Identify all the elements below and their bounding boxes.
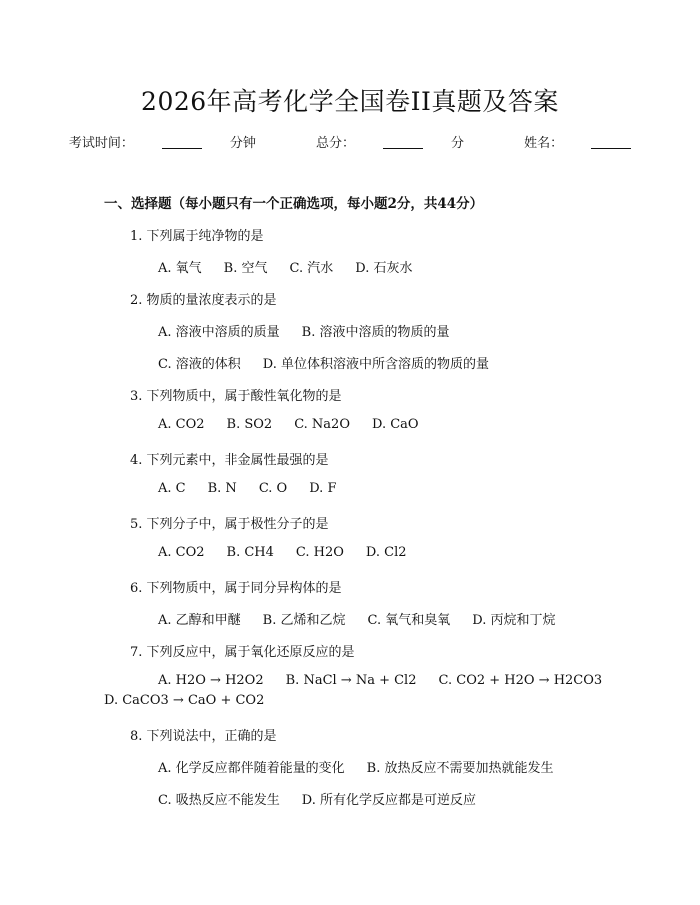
option[interactable]: A. 溶液中溶质的质量	[158, 325, 280, 340]
option[interactable]: B. SO2	[226, 417, 273, 432]
question-2-stem: 2. 物质的量浓度表示的是	[130, 293, 277, 308]
option[interactable]: A. 乙醇和甲醚	[158, 613, 241, 628]
option[interactable]: C. 汽水	[289, 261, 334, 276]
question-4-stem: 4. 下列元素中，非金属性最强的是	[130, 453, 329, 468]
option[interactable]: A. C	[158, 481, 186, 496]
question-2-options-row1	[158, 321, 471, 340]
option[interactable]: C. Na2O	[294, 417, 350, 432]
question-5-options	[158, 545, 429, 560]
question-8-stem: 8. 下列说法中，正确的是	[130, 729, 277, 744]
name-label: 姓名：	[524, 136, 564, 151]
question-3-stem: 3. 下列物质中，属于酸性氧化物的是	[130, 389, 342, 404]
score-blank[interactable]	[383, 136, 423, 149]
option[interactable]: A. CO2	[158, 545, 205, 560]
page-title: 2026年高考化学全国卷II真题及答案	[141, 87, 559, 116]
question-1-stem: 1. 下列属于纯净物的是	[130, 229, 264, 244]
student-name	[510, 132, 645, 151]
option[interactable]: C. 溶液的体积	[158, 357, 241, 372]
question-1-options	[158, 257, 434, 276]
option[interactable]: C. 氧气和臭氧	[367, 613, 451, 628]
option[interactable]: A. 氧气	[158, 261, 202, 276]
exam-time	[55, 132, 270, 151]
question-3-options	[158, 417, 441, 432]
question-4-options	[158, 481, 358, 496]
option[interactable]: B. 空气	[223, 261, 268, 276]
option[interactable]: D. CaO	[372, 417, 419, 432]
option[interactable]: B. 乙烯和乙烷	[262, 613, 346, 628]
question-6-stem: 6. 下列物质中，属于同分异构体的是	[130, 581, 342, 596]
option[interactable]: C. H2O	[295, 545, 344, 560]
option[interactable]: B. NaCl → Na + Cl2	[285, 673, 417, 688]
name-blank[interactable]	[591, 136, 631, 149]
option[interactable]: D. Cl2	[365, 545, 407, 560]
exam-meta-line	[0, 132, 700, 151]
time-label: 考试时间：	[68, 136, 134, 151]
option[interactable]: A. H2O → H2O2	[158, 673, 264, 688]
option[interactable]: D. 所有化学反应都是可逆反应	[301, 793, 476, 808]
option[interactable]: C. CO2 + H2O → H2CO3	[438, 673, 603, 688]
total-score	[302, 132, 478, 151]
option[interactable]: B. N	[207, 481, 237, 496]
option[interactable]: D. CaCO3 → CaO + CO2	[104, 693, 265, 708]
section-title: 一、选择题（每小题只有一个正确选项，每小题2分，共44分）	[104, 196, 484, 212]
option[interactable]: D. F	[309, 481, 337, 496]
question-8-options-row1	[158, 757, 575, 776]
option[interactable]: D. 丙烷和丁烷	[472, 613, 556, 628]
time-unit: 分钟	[229, 136, 256, 151]
question-6-options	[158, 609, 577, 628]
score-label: 总分：	[315, 136, 355, 151]
option[interactable]: A. CO2	[158, 417, 205, 432]
option[interactable]: C. O	[258, 481, 288, 496]
question-2-options-row2	[158, 353, 511, 372]
option[interactable]: B. CH4	[226, 545, 274, 560]
option[interactable]: D. 单位体积溶液中所含溶质的物质的量	[262, 357, 489, 372]
score-unit: 分	[451, 136, 465, 151]
question-7-stem: 7. 下列反应中，属于氧化还原反应的是	[130, 645, 355, 660]
option[interactable]: B. 放热反应不需要加热就能发生	[366, 761, 554, 776]
question-5-stem: 5. 下列分子中，属于极性分子的是	[130, 517, 329, 532]
time-blank[interactable]	[162, 136, 202, 149]
option[interactable]: B. 溶液中溶质的物质的量	[301, 325, 450, 340]
option[interactable]: C. 吸热反应不能发生	[158, 793, 280, 808]
option[interactable]: D. 石灰水	[355, 261, 413, 276]
question-8-options-row2	[158, 789, 498, 808]
option[interactable]: A. 化学反应都伴随着能量的变化	[158, 761, 345, 776]
question-7-options-row2	[104, 693, 264, 708]
question-7-options-row1	[158, 673, 624, 688]
